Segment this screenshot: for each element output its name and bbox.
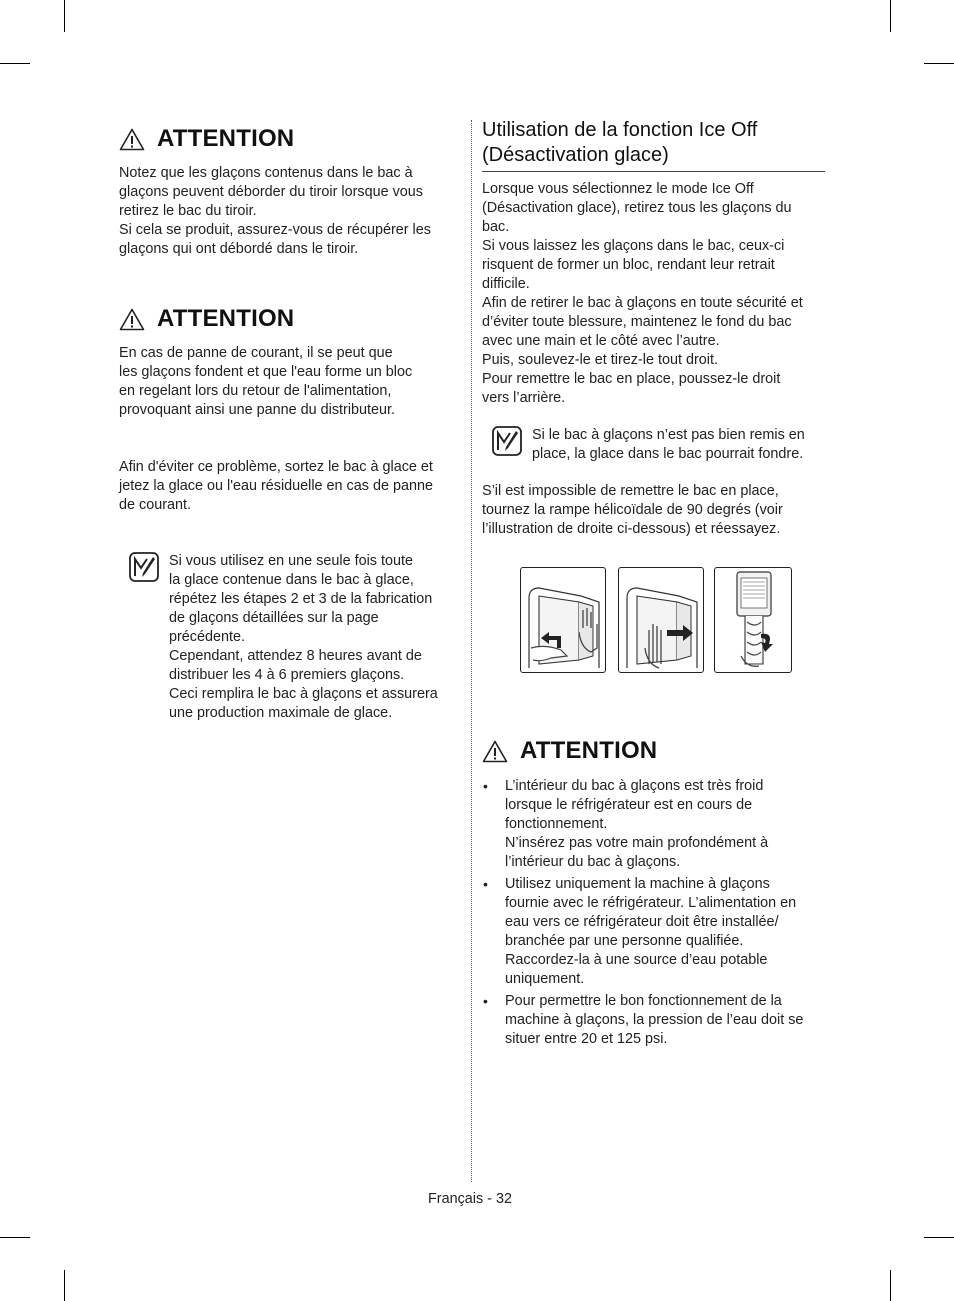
paragraph-line: Si cela se produit, assurez-vous de récupérer les [119,222,431,238]
paragraph-line: l’illustration de droite ci-dessous) et réessayez. [482,521,781,537]
auger-rotate-illustration [715,568,791,672]
paragraph-line: provoquant ainsi une panne du distributeur. [119,402,396,418]
paragraph-line: Pour remettre le bac en place, poussez-le droit [482,371,781,387]
note-line: précédente. [169,629,246,645]
attention-heading [482,736,825,766]
bullet-item [482,875,825,989]
bullet-item [482,992,825,1049]
paragraph-line: glaçons peuvent déborder du tiroir lorsque vous [119,184,423,200]
attention-heading [119,124,457,154]
note-line: de glaçons détaillées sur la page [169,610,379,626]
attention-block-3 [482,736,825,1052]
warning-triangle-icon [482,740,508,763]
paragraph-line: Lorsque vous sélectionnez le mode Ice Off [482,181,754,197]
paragraph-line: Notez que les glaçons contenus dans le bac à [119,165,413,181]
crop-mark [0,1237,30,1238]
attention-title: ATTENTION [157,125,295,152]
note-line: Si vous utilisez en une seule fois toute [169,553,413,569]
bullet-line: machine à glaçons, la pression de l’eau doit se [505,1012,804,1028]
note-pencil-icon [129,552,159,582]
paragraph-line: glaçons qui ont débordé dans le tiroir. [119,241,359,257]
bullet-line: Raccordez-la à une source d’eau potable [505,952,768,968]
illustration-remove-bin [520,567,606,673]
paragraph-line: S’il est impossible de remettre le bac en place, [482,483,779,499]
page-number: Français - 32 [428,1191,512,1207]
note-line: distribuer les 4 à 6 premiers glaçons. [169,667,405,683]
bullet-line: branchée par une personne qualifiée. [505,933,744,949]
paragraph-line: En cas de panne de courant, il se peut que [119,345,393,361]
attention-block-2 [119,304,457,515]
paragraph-reinsert [482,482,825,539]
bullet-line: • L’intérieur du bac à glaçons est très froid [505,778,764,794]
column-divider [471,120,472,1182]
crop-mark [890,0,891,32]
section-ice-off [482,118,825,408]
attention-block-1 [119,124,457,259]
bullet-line: • Pour permettre le bon fonctionnement de la [505,993,782,1009]
note-line: la glace contenue dans le bac à glace, [169,572,414,588]
hand-pull-illustration [619,568,703,672]
note-block [492,426,825,464]
paragraph-line: tournez la rampe hélicoïdale de 90 degrés (voir [482,502,783,518]
note-block [129,552,457,723]
warning-triangle-icon [119,128,145,151]
note-line: Si le bac à glaçons n’est pas bien remis en [532,427,805,443]
paragraph-line: Puis, soulevez-le et tirez-le tout droit. [482,352,718,368]
bullet-item [482,777,825,872]
note-line: place, la glace dans le bac pourrait fondre. [532,446,804,462]
section-title-line: (Désactivation glace) [482,144,669,166]
crop-mark [64,1270,65,1301]
note-line: Ceci remplira le bac à glaçons et assurera [169,686,438,702]
paragraph-line: bac. [482,219,510,235]
crop-mark [0,63,30,64]
bullet-line: lorsque le réfrigérateur est en cours de [505,797,753,813]
attention-title: ATTENTION [157,305,295,332]
paragraph-line: (Désactivation glace), retirez tous les glaçons du [482,200,792,216]
attention-bullet-list [482,777,825,1049]
bullet-line: situer entre 20 et 125 psi. [505,1031,668,1047]
bullet-line: N’insérez pas votre main profondément à [505,835,769,851]
paragraph-line: jetez la glace ou l'eau résiduelle en cas de panne [119,478,433,494]
bullet-line: l’intérieur du bac à glaçons. [505,854,681,870]
paragraph-line: avec une main et le côté avec l’autre. [482,333,720,349]
paragraph-line: en regelant lors du retour de l'alimentation, [119,383,392,399]
section-title-line: Utilisation de la fonction Ice Off [482,119,758,141]
paragraph-line: risquent de former un bloc, rendant leur retrait [482,257,775,273]
note-pencil-icon [492,426,522,456]
crop-mark [924,63,954,64]
attention-heading [119,304,457,334]
bullet-line: eau vers ce réfrigérateur doit être installée/ [505,914,779,930]
bullet-line: fonctionnement. [505,816,608,832]
paragraph-line: Afin de retirer le bac à glaçons en toute sécurité et [482,295,803,311]
section-title [482,118,825,172]
paragraph-line: difficile. [482,276,530,292]
paragraph-line: d’éviter toute blessure, maintenez le fond du bac [482,314,792,330]
bullet-line: uniquement. [505,971,585,987]
crop-mark [64,0,65,32]
note-line: Cependant, attendez 8 heures avant de [169,648,422,664]
crop-mark [924,1237,954,1238]
warning-triangle-icon [119,308,145,331]
paragraph-line: les glaçons fondent et que l'eau forme un bloc [119,364,413,380]
crop-mark [890,1270,891,1301]
note-line: répétez les étapes 2 et 3 de la fabrication [169,591,433,607]
attention-title: ATTENTION [520,737,658,764]
bullet-line: fournie avec le réfrigérateur. L’alimentation en [505,895,797,911]
paragraph-line: retirez le bac du tiroir. [119,203,257,219]
paragraph-line: vers l’arrière. [482,390,566,406]
paragraph-line: Afin d'éviter ce problème, sortez le bac à glace et [119,459,433,475]
bullet-line: • Utilisez uniquement la machine à glaçons [505,876,770,892]
note-line: une production maximale de glace. [169,705,393,721]
paragraph-line: Si vous laissez les glaçons dans le bac, ceux-ci [482,238,785,254]
hand-lift-illustration [521,568,605,672]
paragraph-line: de courant. [119,497,192,513]
illustration-pull-bin [618,567,704,673]
illustration-rotate-auger [714,567,792,673]
